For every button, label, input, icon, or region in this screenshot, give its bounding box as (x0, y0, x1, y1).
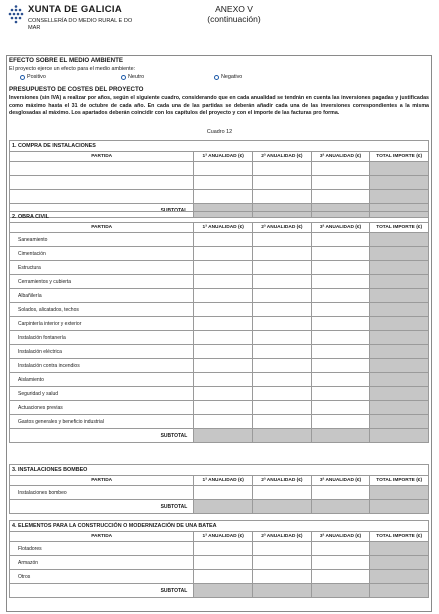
column-header-year3: 3ª ANUALIDAD (€) (311, 532, 370, 542)
column-header-row (10, 152, 429, 162)
table-row (10, 190, 429, 204)
amount-cell[interactable] (194, 303, 253, 317)
amount-cell[interactable] (311, 486, 370, 500)
section-table (9, 211, 429, 443)
total-cell (370, 303, 429, 317)
total-cell (370, 275, 429, 289)
total-cell (370, 359, 429, 373)
annex-subtitle: (continuación) (207, 14, 261, 24)
radio-circle-icon[interactable] (121, 75, 126, 80)
total-cell (370, 331, 429, 345)
subtotal-cell (194, 584, 253, 598)
table-row (10, 247, 429, 261)
row-label[interactable] (10, 176, 194, 190)
total-cell (370, 162, 429, 176)
section-table (9, 520, 429, 598)
subtotal-label: SUBTOTAL (10, 584, 194, 598)
radio-negativo[interactable] (214, 74, 242, 80)
amount-cell[interactable] (311, 190, 370, 204)
subtotal-cell (253, 584, 312, 598)
table-row (10, 542, 429, 556)
section-title: 1. COMPRA DE INSTALACIONES (10, 141, 429, 152)
amount-cell[interactable] (194, 275, 253, 289)
row-label[interactable]: Carpintería interior y exterior (10, 317, 194, 331)
total-cell (370, 233, 429, 247)
amount-cell[interactable] (194, 542, 253, 556)
section-title: 2. OBRA CIVIL (10, 212, 429, 223)
row-label[interactable]: Cerramientos y cubierta (10, 275, 194, 289)
amount-cell[interactable] (194, 556, 253, 570)
amount-cell[interactable] (311, 345, 370, 359)
amount-cell[interactable] (311, 317, 370, 331)
table-row (10, 303, 429, 317)
column-header-total: TOTAL IMPORTE (€) (370, 476, 429, 486)
amount-cell[interactable] (194, 289, 253, 303)
row-label[interactable]: Solados, alicatados, techos (10, 303, 194, 317)
subtotal-cell (253, 429, 312, 443)
amount-cell[interactable] (311, 387, 370, 401)
amount-cell[interactable] (253, 275, 312, 289)
column-header-year1: 1ª ANUALIDAD (€) (194, 476, 253, 486)
table-row (10, 176, 429, 190)
row-label[interactable]: Instalación fontanería (10, 331, 194, 345)
column-header-year3: 3ª ANUALIDAD (€) (311, 152, 370, 162)
radio-label: Negativo (221, 74, 243, 80)
subtotal-label: SUBTOTAL (10, 429, 194, 443)
radio-label: Positivo (27, 74, 46, 80)
amount-cell[interactable] (253, 261, 312, 275)
amount-cell[interactable] (311, 233, 370, 247)
row-label[interactable]: Aislamiento (10, 373, 194, 387)
table-row (10, 401, 429, 415)
annex-heading (194, 4, 274, 24)
subtotal-label: SUBTOTAL (10, 500, 194, 514)
column-header-row (10, 476, 429, 486)
total-cell (370, 401, 429, 415)
total-cell (370, 317, 429, 331)
subtotal-cell (311, 429, 370, 443)
row-label[interactable]: Estructura (10, 261, 194, 275)
org-name: XUNTA DE GALICIA (28, 4, 122, 15)
amount-cell[interactable] (311, 247, 370, 261)
table-row (10, 261, 429, 275)
column-header-year2: 2ª ANUALIDAD (€) (253, 532, 312, 542)
amount-cell[interactable] (253, 247, 312, 261)
total-cell (370, 289, 429, 303)
amount-cell[interactable] (194, 373, 253, 387)
section-title: 3. INSTALACIONES BOMBEO (10, 465, 429, 476)
subtotal-row (10, 429, 429, 443)
row-label[interactable] (10, 162, 194, 176)
table-row (10, 233, 429, 247)
subtotal-cell (370, 500, 429, 514)
table-row (10, 570, 429, 584)
org-subtitle: CONSELLERÍA DO MEDIO RURAL E DO MAR (28, 18, 133, 31)
total-cell (370, 373, 429, 387)
subtotal-cell (253, 500, 312, 514)
column-header-partida: PARTIDA (10, 532, 194, 542)
amount-cell[interactable] (253, 486, 312, 500)
table-row (10, 556, 429, 570)
column-header-total: TOTAL IMPORTE (€) (370, 152, 429, 162)
amount-cell[interactable] (194, 162, 253, 176)
column-header-year1: 1ª ANUALIDAD (€) (194, 152, 253, 162)
total-cell (370, 570, 429, 584)
column-header-year3: 3ª ANUALIDAD (€) (311, 476, 370, 486)
amount-cell[interactable] (194, 415, 253, 429)
table-row (10, 331, 429, 345)
amount-cell[interactable] (194, 401, 253, 415)
amount-cell[interactable] (253, 303, 312, 317)
radio-circle-icon[interactable] (20, 75, 25, 80)
amount-cell[interactable] (253, 345, 312, 359)
amount-cell[interactable] (253, 162, 312, 176)
amount-cell[interactable] (311, 303, 370, 317)
subtotal-row (10, 500, 429, 514)
section-title: 4. ELEMENTOS PARA LA CONSTRUCCIÓN O MODERNIZACIÓN DE UNA BATEA (10, 521, 429, 532)
amount-cell[interactable] (253, 317, 312, 331)
total-cell (370, 345, 429, 359)
amount-cell[interactable] (311, 261, 370, 275)
column-header-total: TOTAL IMPORTE (€) (370, 532, 429, 542)
column-header-row (10, 223, 429, 233)
subtotal-cell (311, 500, 370, 514)
row-label[interactable]: Otros (10, 570, 194, 584)
table-row (10, 373, 429, 387)
row-label[interactable]: Flotadores (10, 542, 194, 556)
amount-cell[interactable] (253, 233, 312, 247)
total-cell (370, 247, 429, 261)
amount-cell[interactable] (253, 359, 312, 373)
column-header-year2: 2ª ANUALIDAD (€) (253, 223, 312, 233)
column-header-total: TOTAL IMPORTE (€) (370, 223, 429, 233)
amount-cell[interactable] (253, 289, 312, 303)
amount-cell[interactable] (253, 190, 312, 204)
total-cell (370, 176, 429, 190)
amount-cell[interactable] (253, 415, 312, 429)
amount-cell[interactable] (253, 373, 312, 387)
budget-title: PRESUPUESTO DE COSTES DEL PROYECTO (9, 86, 144, 93)
column-header-year3: 3ª ANUALIDAD (€) (311, 223, 370, 233)
amount-cell[interactable] (311, 415, 370, 429)
row-label[interactable] (10, 190, 194, 204)
radio-neutro[interactable] (121, 74, 144, 80)
amount-cell[interactable] (253, 556, 312, 570)
amount-cell[interactable] (311, 289, 370, 303)
row-label[interactable]: Seguridad y salud (10, 387, 194, 401)
table-row (10, 275, 429, 289)
row-label[interactable]: Saneamiento (10, 233, 194, 247)
table-row (10, 387, 429, 401)
total-cell (370, 190, 429, 204)
section-table (9, 140, 429, 218)
budget-paragraph: Inversiones (sin IVA) a realizar por años, según el siguiente cuadro, considerando que en cada anualidad se tendrán en cuenta las inversiones pagadas y justificadas como máximo hasta el 31 de octubre de cada año. En cada una de las partidas se deberán añadir cada una de las inversiones correspondientes a la misma desglosadas al máximo. Los apartados deberán coincidir con los capítulos del proyecto y con el importe de las facturas pro forma. (9, 95, 429, 117)
amount-cell[interactable] (253, 176, 312, 190)
table-row (10, 345, 429, 359)
row-label[interactable]: Actuaciones previas (10, 401, 194, 415)
table-row (10, 415, 429, 429)
subtotal-cell (194, 500, 253, 514)
amount-cell[interactable] (311, 176, 370, 190)
amount-cell[interactable] (194, 317, 253, 331)
table-caption: Cuadro 12 (206, 129, 233, 135)
amount-cell[interactable] (311, 359, 370, 373)
column-header-partida: PARTIDA (10, 223, 194, 233)
column-header-partida: PARTIDA (10, 152, 194, 162)
document-header (4, 2, 435, 50)
radio-label: Neutro (128, 74, 145, 80)
amount-cell[interactable] (194, 359, 253, 373)
xunta-logo-icon (8, 4, 24, 25)
amount-cell[interactable] (311, 570, 370, 584)
total-cell (370, 415, 429, 429)
table-row (10, 359, 429, 373)
subtotal-cell (370, 429, 429, 443)
row-label[interactable]: Albañilería (10, 289, 194, 303)
radio-circle-icon[interactable] (214, 75, 219, 80)
column-header-partida: PARTIDA (10, 476, 194, 486)
column-header-year1: 1ª ANUALIDAD (€) (194, 532, 253, 542)
subtotal-cell (194, 429, 253, 443)
radio-positivo[interactable] (20, 74, 46, 80)
amount-cell[interactable] (194, 190, 253, 204)
amount-cell[interactable] (194, 247, 253, 261)
table-row (10, 289, 429, 303)
row-label[interactable]: Cimentación (10, 247, 194, 261)
total-cell (370, 387, 429, 401)
section-table (9, 464, 429, 514)
total-cell (370, 486, 429, 500)
subtotal-row (10, 584, 429, 598)
column-header-row (10, 532, 429, 542)
table-row (10, 162, 429, 176)
amount-cell[interactable] (194, 570, 253, 584)
amount-cell[interactable] (194, 261, 253, 275)
amount-cell[interactable] (311, 275, 370, 289)
row-label[interactable]: Instalación eléctrica (10, 345, 194, 359)
amount-cell[interactable] (194, 233, 253, 247)
column-header-year1: 1ª ANUALIDAD (€) (194, 223, 253, 233)
amount-cell[interactable] (253, 401, 312, 415)
amount-cell[interactable] (311, 556, 370, 570)
amount-cell[interactable] (194, 176, 253, 190)
amount-cell[interactable] (253, 570, 312, 584)
amount-cell[interactable] (311, 542, 370, 556)
row-label[interactable]: Armazón (10, 556, 194, 570)
table-row (10, 317, 429, 331)
amount-cell[interactable] (311, 401, 370, 415)
total-cell (370, 542, 429, 556)
row-label[interactable]: Instalación contra incendios (10, 359, 194, 373)
amount-cell[interactable] (194, 331, 253, 345)
subtotal-cell (370, 584, 429, 598)
amount-cell[interactable] (194, 387, 253, 401)
amount-cell[interactable] (253, 542, 312, 556)
subtotal-label: SUBTOTAL (10, 204, 194, 218)
total-cell (370, 556, 429, 570)
column-header-year2: 2ª ANUALIDAD (€) (253, 152, 312, 162)
subtotal-cell (311, 584, 370, 598)
total-cell (370, 261, 429, 275)
amount-cell[interactable] (194, 345, 253, 359)
amount-cell[interactable] (253, 387, 312, 401)
row-label[interactable]: Gastos generales y beneficio industrial (10, 415, 194, 429)
row-label[interactable]: Instalaciones bombeo (10, 486, 194, 500)
amount-cell[interactable] (253, 331, 312, 345)
environment-question: El proyecto ejerce un efecto para el medio ambiente: (9, 66, 136, 72)
amount-cell[interactable] (194, 486, 253, 500)
column-header-year2: 2ª ANUALIDAD (€) (253, 476, 312, 486)
annex-title: ANEXO V (215, 4, 253, 14)
amount-cell[interactable] (311, 373, 370, 387)
amount-cell[interactable] (311, 162, 370, 176)
table-row (10, 486, 429, 500)
environment-title: EFECTO SOBRE EL MEDIO AMBIENTE (9, 57, 124, 64)
amount-cell[interactable] (311, 331, 370, 345)
